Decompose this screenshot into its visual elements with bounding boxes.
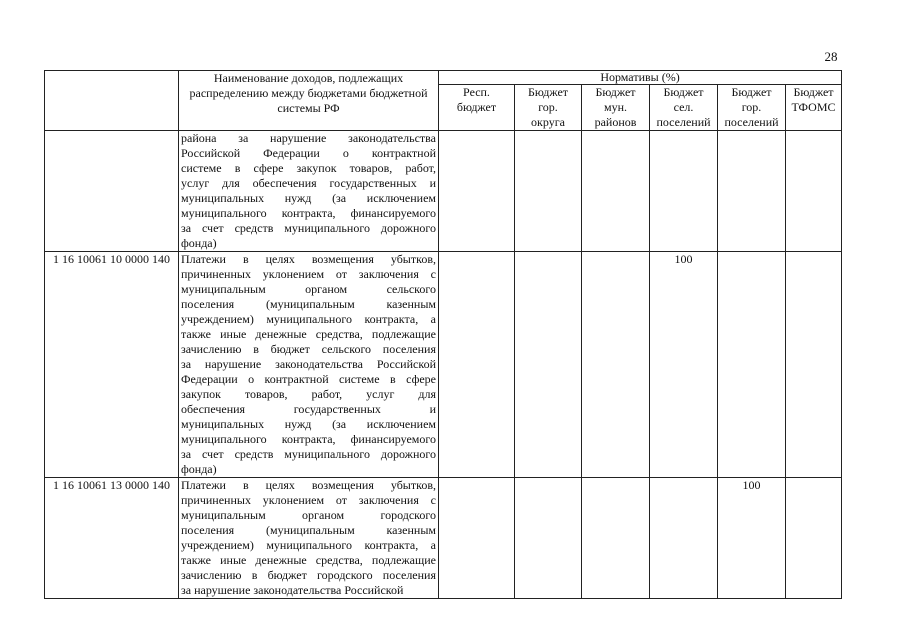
description-line: за нарушение законодательства Российской <box>181 583 404 597</box>
description-line: учреждением) муниципального контракта, а <box>181 312 436 326</box>
row-code: 1 16 10061 13 0000 140 <box>45 478 179 599</box>
description-line: обеспечения государственных и <box>181 402 436 416</box>
row-value-6 <box>786 252 842 478</box>
description-line: причиненных уклонением от заключения с <box>181 267 436 281</box>
description-line: муниципального контракта, финансируемого <box>181 206 436 220</box>
description-line: услуг для обеспечения государственных и <box>181 176 436 190</box>
description-line: учреждением) муниципального контракта, а <box>181 538 436 552</box>
description-line: муниципального контракта, финансируемого <box>181 432 436 446</box>
description-line: поселения (муниципальным казенным <box>181 297 436 311</box>
table-row <box>45 252 842 478</box>
row-value-5 <box>718 131 786 252</box>
description-line: зачислению в бюджет сельского поселения <box>181 342 436 356</box>
row-value-5 <box>718 252 786 478</box>
description-line: зачислению в бюджет городского поселения <box>181 568 436 582</box>
description-line: также иные денежные средства, подлежащие <box>181 327 436 341</box>
row-value-3 <box>582 131 650 252</box>
row-value-1 <box>439 131 515 252</box>
description-line: Платежи в целях возмещения убытков, <box>181 478 436 492</box>
description-line: за счет средств муниципального дорожного <box>181 447 436 461</box>
column-header-3: Бюджет мун. районов <box>582 85 650 131</box>
revenue-distribution-table <box>44 70 842 599</box>
description-line: муниципальным органом сельского <box>181 282 436 296</box>
row-value-4 <box>650 478 718 599</box>
row-value-2 <box>515 131 582 252</box>
row-value-3 <box>582 252 650 478</box>
table-row <box>45 131 842 252</box>
description-line: муниципальных нужд (за исключением <box>181 417 436 431</box>
row-value-2 <box>515 478 582 599</box>
row-description <box>179 478 439 599</box>
column-header-5: Бюджет гор. поселений <box>718 85 786 131</box>
description-line: за нарушение законодательства Российской <box>181 357 436 371</box>
description-line: муниципальных нужд (за исключением <box>181 191 436 205</box>
header-row-normatives <box>45 71 842 85</box>
row-value-4: 100 <box>650 252 718 478</box>
row-value-1 <box>439 478 515 599</box>
description-line: также иные денежные средства, подлежащие <box>181 553 436 567</box>
header-normatives: Нормативы (%) <box>439 71 842 85</box>
page-number: 28 <box>824 49 838 64</box>
description-line: Федерации о контрактной системе в сфере <box>181 372 436 386</box>
row-code <box>45 131 179 252</box>
row-value-3 <box>582 478 650 599</box>
row-description <box>179 131 439 252</box>
description-line: муниципальным органом городского <box>181 508 436 522</box>
row-value-1 <box>439 252 515 478</box>
description-line: Российской Федерации о контрактной <box>181 146 436 160</box>
column-header-4: Бюджет сел. поселений <box>650 85 718 131</box>
description-line: поселения (муниципальным казенным <box>181 523 436 537</box>
row-code: 1 16 10061 10 0000 140 <box>45 252 179 478</box>
header-name-column: Наименование доходов, подлежащих распределению между бюджетами бюджетной системы РФ <box>179 71 439 131</box>
row-value-4 <box>650 131 718 252</box>
row-value-2 <box>515 252 582 478</box>
description-line: причиненных уклонением от заключения с <box>181 493 436 507</box>
description-line: системе в сфере закупок товаров, работ, <box>181 161 436 175</box>
table-body <box>45 131 842 599</box>
row-value-5: 100 <box>718 478 786 599</box>
row-description <box>179 252 439 478</box>
header-code-cell <box>45 71 179 131</box>
column-header-1: Респ. бюджет <box>439 85 515 131</box>
description-line: района за нарушение законодательства <box>181 131 436 145</box>
description-line: закупок товаров, работ, услуг для <box>181 387 436 401</box>
column-header-6: Бюджет ТФОМС <box>786 85 842 131</box>
description-line: Платежи в целях возмещения убытков, <box>181 252 436 266</box>
table-row <box>45 478 842 599</box>
column-header-2: Бюджет гор. округа <box>515 85 582 131</box>
row-value-6 <box>786 131 842 252</box>
row-value-6 <box>786 478 842 599</box>
description-line: за счет средств муниципального дорожного <box>181 221 436 235</box>
description-line: фонда) <box>181 236 217 250</box>
description-line: фонда) <box>181 462 217 476</box>
